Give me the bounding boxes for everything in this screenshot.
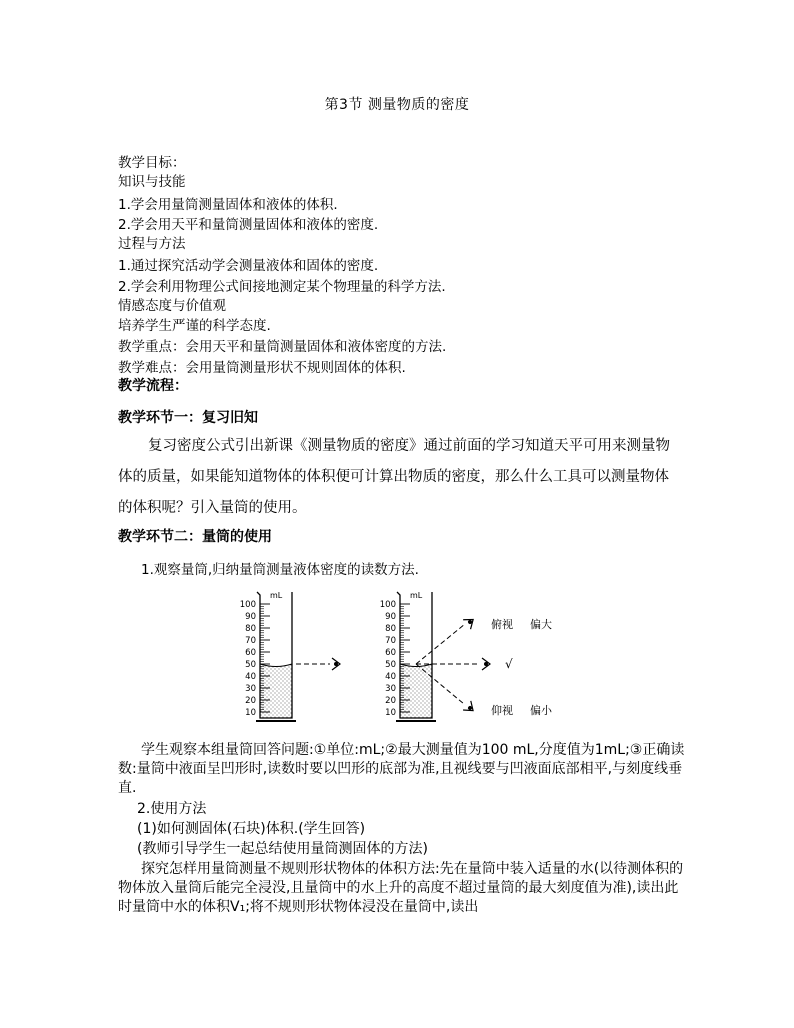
tick-label: 60 — [245, 648, 256, 658]
section1-paragraph — [118, 431, 683, 524]
tick-label: 70 — [245, 636, 256, 646]
tick-label: 70 — [385, 636, 396, 646]
tick-label: 50 — [385, 660, 396, 670]
eye-icon — [463, 701, 477, 715]
tick-label: 30 — [245, 684, 256, 694]
eye-icon — [332, 658, 340, 670]
cylinder-right — [380, 591, 436, 721]
label-top-view: 俯视 — [491, 618, 513, 631]
liquid — [260, 664, 292, 718]
tick-label: 10 — [385, 708, 396, 718]
tick-label: 40 — [245, 672, 256, 682]
sight-line-top — [416, 624, 465, 664]
tick-label: 100 — [239, 600, 256, 610]
tick-label: 100 — [379, 600, 396, 610]
answer-paragraph: 学生观察本组量筒回答问题:①单位:mL;②最大测量值为100 mL,分度值为1mL;③正确读数:量筒中液面呈凹形时,读数时要以凹形的底部为准,且视线要与凹液面底部相平,与刻度线垂直. — [118, 742, 685, 796]
measuring-cylinder-figure — [230, 584, 560, 726]
process-item-2: 2.学会利用物理公式间接地测定某个物理量的科学方法. — [118, 279, 446, 295]
knowledge-heading: 知识与技能 — [118, 174, 186, 190]
knowledge-item-2: 2.学会用天平和量筒测量固体和液体的密度. — [118, 217, 379, 233]
tick-label: 90 — [385, 612, 396, 622]
tick-label: 60 — [385, 648, 396, 658]
label-top-result: 偏大 — [530, 618, 552, 631]
tick-label: 10 — [245, 708, 256, 718]
label-correct-mark: √ — [505, 657, 513, 671]
section2-heading: 教学环节二：量筒的使用 — [118, 529, 272, 545]
usage-heading: 2.使用方法 — [137, 801, 207, 817]
unit-label: mL — [270, 591, 283, 600]
unit-label: mL — [410, 591, 423, 600]
tick-label: 20 — [245, 696, 256, 706]
label-bottom-view: 仰视 — [491, 704, 513, 717]
knowledge-item-1: 1.学会用量筒测量固体和液体的体积. — [118, 197, 338, 213]
tick-label: 40 — [385, 672, 396, 682]
section1-heading: 教学环节一：复习旧知 — [118, 410, 258, 426]
label-bottom-result: 偏小 — [530, 704, 552, 717]
tick-label: 80 — [385, 624, 396, 634]
process-heading: 过程与方法 — [118, 236, 186, 252]
tick-label: 30 — [385, 684, 396, 694]
tick-label: 50 — [245, 660, 256, 670]
process-item-1: 1.通过探究活动学会测量液体和固体的密度. — [118, 258, 379, 274]
tick-label: 80 — [245, 624, 256, 634]
section1-text: 复习密度公式引出新课《测量物质的密度》通过前面的学习知道天平可用来测量物体的质量，如果能知道物体的体积便可计算出物质的密度，那么什么工具可以测量物体的体积呢？引入量筒的使用。 — [118, 438, 670, 516]
section2-item-1: 1.观察量筒,归纳量筒测量液体密度的读数方法. — [141, 562, 419, 578]
emotion-item-1: 培养学生严谨的科学态度. — [118, 318, 271, 334]
tick-label: 90 — [245, 612, 256, 622]
liquid — [400, 664, 432, 718]
cylinder-left — [240, 591, 296, 721]
page-title: 第3节 测量物质的密度 — [324, 97, 470, 113]
difficulty: 教学难点：会用量筒测量形状不规则固体的体积. — [118, 360, 406, 376]
question-1: (1)如何测固体(石块)体积.(学生回答) — [137, 821, 366, 837]
explore-paragraph: 探究怎样用量筒测量不规则形状物体的体积方法:先在量筒中装入适量的水(以待测体积的物体放入量筒后能完全浸没,且量筒中的水上升的高度不超过量筒的最大刻度值为准),读出此时量筒中水的体积V₁;将不规则形状物体浸没在量筒中,读出 — [118, 861, 684, 915]
tick-label: 20 — [385, 696, 396, 706]
emotion-heading: 情感态度与价值观 — [118, 298, 226, 314]
flow-heading: 教学流程： — [118, 378, 188, 394]
eye-icon — [482, 658, 490, 670]
eye-icon — [463, 615, 477, 629]
key-point: 教学重点：会用天平和量筒测量固体和液体密度的方法. — [118, 339, 447, 355]
question-1-note: (教师引导学生一起总结使用量筒测固体的方法) — [137, 841, 428, 857]
objectives-heading: 教学目标： — [118, 155, 186, 171]
